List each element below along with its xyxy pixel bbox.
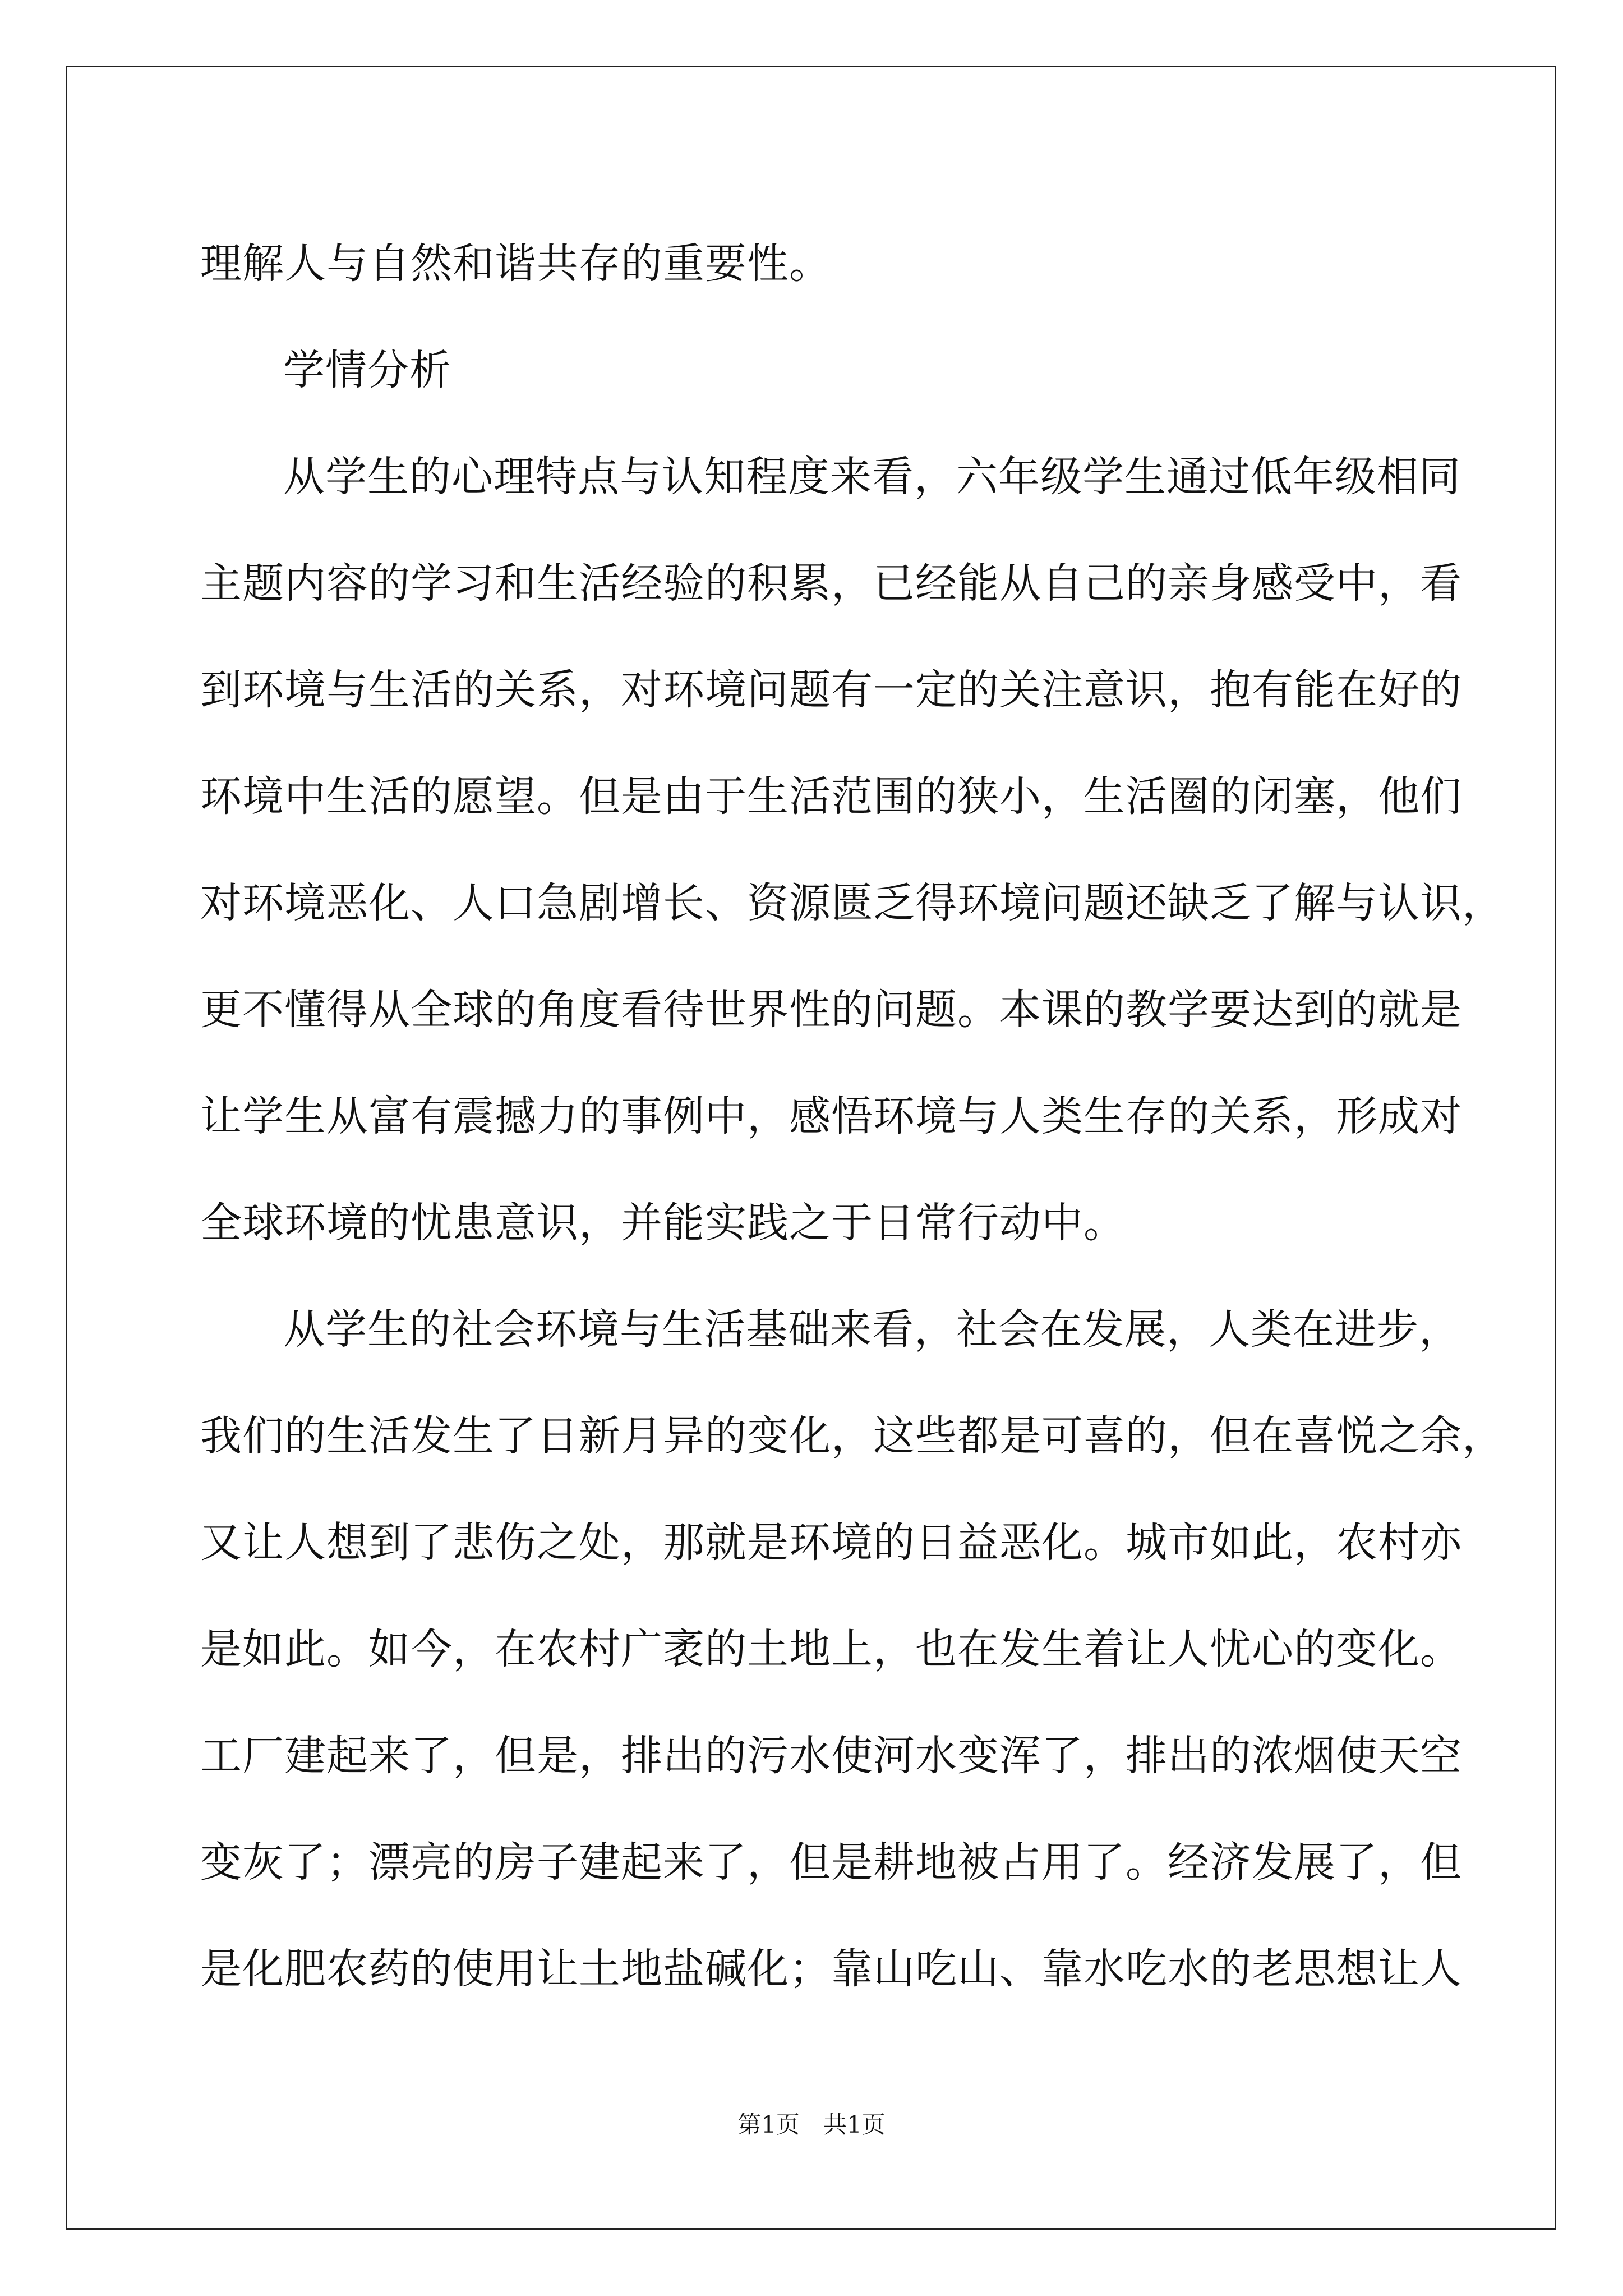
section-heading: 学情分析 — [283, 346, 451, 394]
text-line: 理解人与自然和谐共存的重要性。 — [200, 240, 831, 288]
text-line: 让学生从富有震撼力的事例中，感悟环境与人类生存的关系，形成对 — [200, 1092, 1462, 1140]
text-line: 主题内容的学习和生活经验的积累，已经能从自己的亲身感受中，看 — [200, 559, 1462, 608]
document-body — [200, 210, 1504, 2022]
text-line: 对环境恶化、人口急剧增长、资源匮乏得环境问题还缺乏了解与认识， — [200, 879, 1504, 927]
text-line: 到环境与生活的关系，对环境问题有一定的关注意识，抱有能在好的 — [200, 666, 1462, 714]
text-line: 从学生的心理特点与认知程度来看，六年级学生通过低年级相同 — [283, 453, 1461, 501]
text-line: 从学生的社会环境与生活基础来看，社会在发展，人类在进步， — [283, 1305, 1461, 1354]
text-line: 全球环境的忧患意识，并能实践之于日常行动中。 — [200, 1199, 1126, 1247]
text-line: 又让人想到了悲伤之处，那就是环境的日益恶化。城市如此，农村亦 — [200, 1519, 1462, 1567]
text-line: 是如此。如今，在农村广袤的土地上，也在发生着让人忧心的变化。 — [200, 1625, 1462, 1673]
text-line: 变灰了；漂亮的房子建起来了，但是耕地被占用了。经济发展了，但 — [200, 1838, 1462, 1887]
page-footer: 第1页 共1页 — [737, 2111, 886, 2138]
text-line: 是化肥农药的使用让土地盐碱化；靠山吃山、靠水吃水的老思想让人 — [200, 1945, 1462, 1993]
text-line: 工厂建起来了，但是，排出的污水使河水变浑了，排出的浓烟使天空 — [200, 1732, 1462, 1780]
text-line: 我们的生活发生了日新月异的变化，这些都是可喜的，但在喜悦之余， — [200, 1412, 1504, 1460]
text-line: 更不懂得从全球的角度看待世界性的问题。本课的教学要达到的就是 — [200, 986, 1462, 1034]
text-line: 环境中生活的愿望。但是由于生活范围的狭小，生活圈的闭塞，他们 — [200, 772, 1462, 821]
